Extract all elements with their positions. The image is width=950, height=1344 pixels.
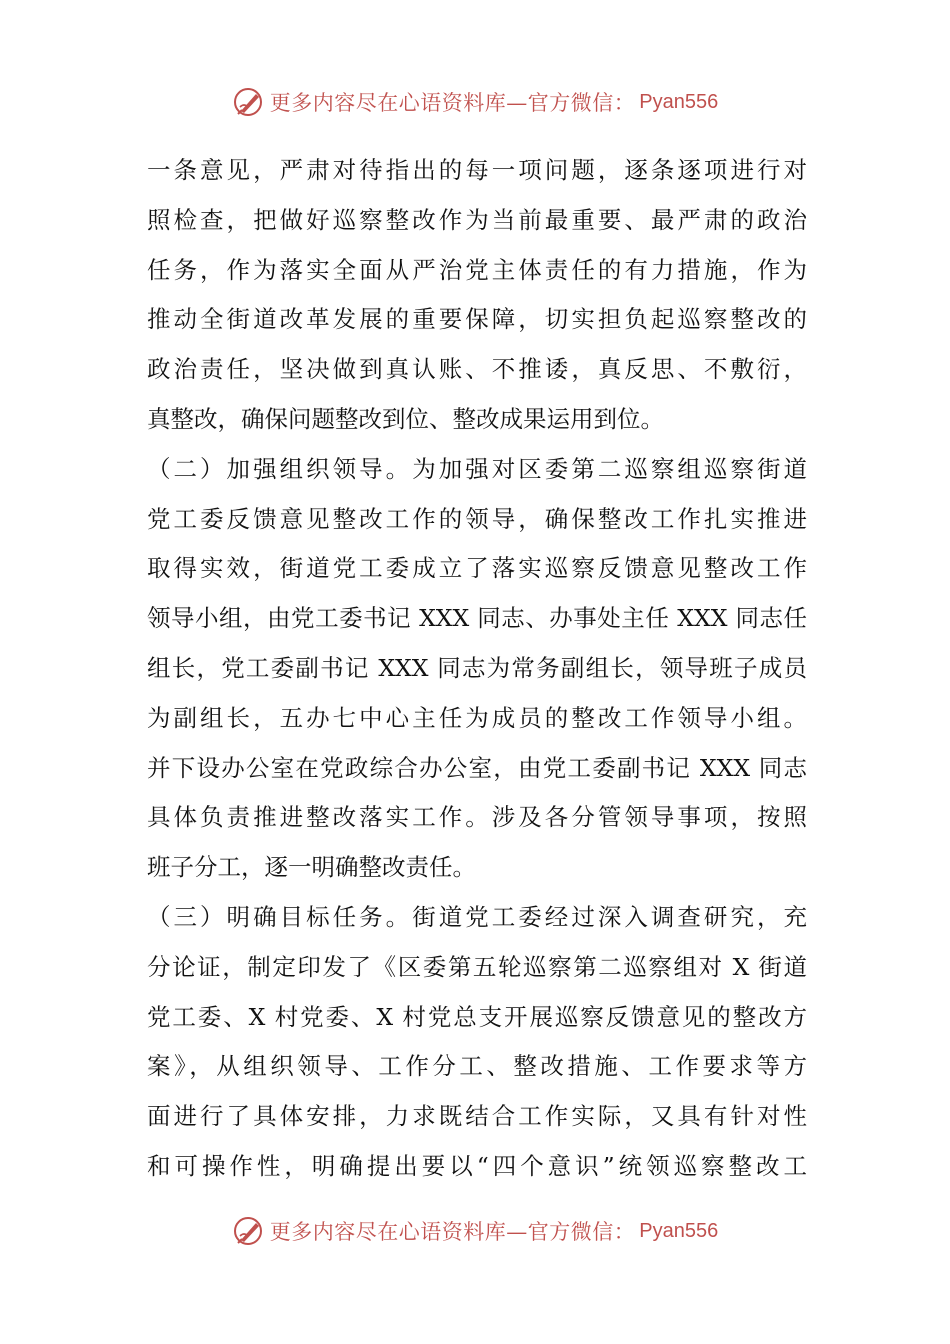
text-line: （三）明确目标任务。街道党工委经过深入调查研究，充 (147, 902, 807, 931)
text-line: 照检查，把做好巡察整改作为当前最重要、最严肃的政治 (147, 205, 807, 234)
text-line: 政治责任，坚决做到真认账、不推诿，真反思、不敷衍， (147, 355, 807, 384)
text-line: 党工委、X 村党委、X 村党总支开展巡察反馈意见的整改方 (147, 1002, 807, 1031)
text-line: 真整改，确保问题整改到位、整改成果运用到位。 (147, 404, 664, 433)
text-line: 案》，从组织领导、工作分工、整改措施、工作要求等方 (147, 1052, 807, 1081)
banner-brand-text: 更多内容尽在心语资料库—官方微信： (269, 91, 636, 115)
footer-banner (0, 1211, 950, 1251)
banner-wechat-handle: Pyan556 (639, 90, 719, 113)
text-line: 组长，党工委副书记 XXX 同志为常务副组长，领导班子成员 (147, 653, 807, 682)
text-line: 并下设办公室在党政综合办公室，由党工委副书记 XXX 同志 (147, 753, 807, 782)
text-line: 取得实效，街道党工委成立了落实巡察反馈意见整改工作 (147, 554, 807, 583)
quill-logo-icon (232, 85, 266, 119)
text-line: 分论证，制定印发了《区委第五轮巡察第二巡察组对 X 街道 (147, 952, 807, 981)
quill-logo-icon (232, 1214, 266, 1248)
banner-wechat-handle: Pyan556 (639, 1219, 719, 1242)
text-line: 领导小组，由党工委书记 XXX 同志、办事处主任 XXX 同志任 (147, 604, 807, 633)
text-line: 任务，作为落实全面从严治党主体责任的有力措施，作为 (147, 255, 807, 284)
text-line: （二）加强组织领导。为加强对区委第二巡察组巡察街道 (147, 454, 807, 483)
text-line: 和可操作性，明确提出要以“四个意识”统领巡察整改工 (147, 1151, 807, 1180)
text-line: 一条意见，严肃对待指出的每一项问题，逐条逐项进行对 (147, 156, 807, 184)
document-body (147, 146, 807, 1192)
text-line: 具体负责推进整改落实工作。涉及各分管领导事项，按照 (147, 803, 807, 832)
banner-brand-text: 更多内容尽在心语资料库—官方微信： (269, 1220, 636, 1244)
header-banner (0, 82, 950, 122)
text-line: 班子分工，逐一明确整改责任。 (147, 853, 476, 882)
text-line: 党工委反馈意见整改工作的领导，确保整改工作扎实推进 (147, 504, 807, 533)
text-line: 推动全街道改革发展的重要保障，切实担负起巡察整改的 (147, 305, 807, 334)
text-line: 为副组长，五办七中心主任为成员的整改工作领导小组。 (147, 703, 807, 732)
text-line: 面进行了具体安排，力求既结合工作实际，又具有针对性 (147, 1102, 807, 1131)
